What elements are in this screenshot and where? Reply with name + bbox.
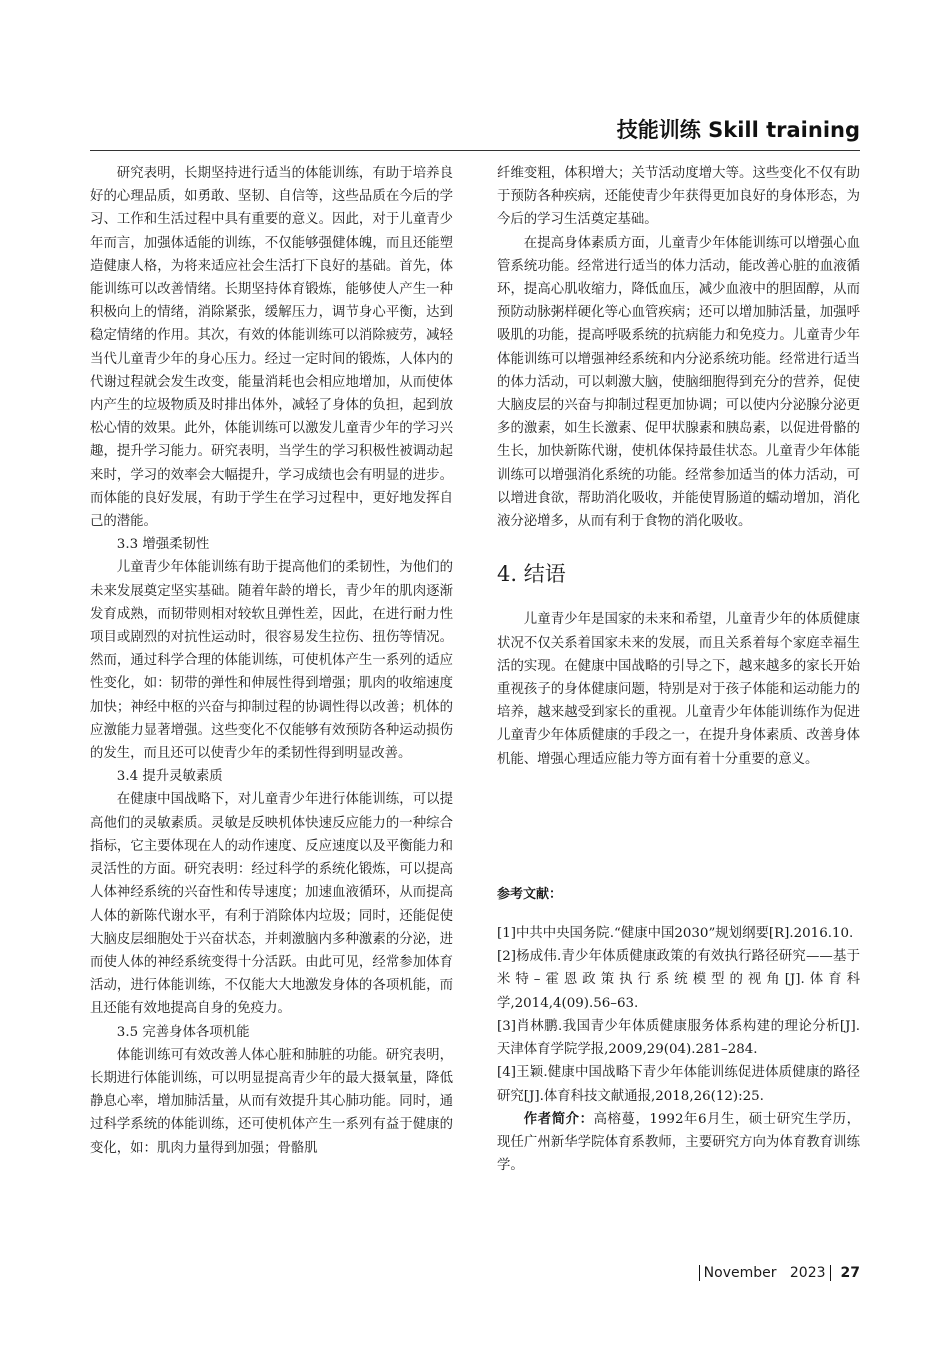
references-title: 参考文献： xyxy=(497,886,563,902)
page-header-title: 技能训练 Skill training xyxy=(616,118,860,142)
references-list xyxy=(497,922,860,1108)
section-heading-conclusion: 4. 结语 xyxy=(497,562,566,587)
paragraph: 研究表明，长期坚持进行适当的体能训练，有助于培养良好的心理品质，如勇敢、坚韧、自信等，这些品质在今后的学习、工作和生活过程中具有重要的意义。因此，对于儿童青少年而言，加强体适能的训练，不仅能够强健体魄，而且还能塑造健康人格，为将来适应社会生活打下良好的基础。首先，体能训练可以改善情绪。长期坚持体育锻炼，能够使人产生一种积极向上的情绪，消除紧张，缓解压力，调节身心平衡，达到稳定情绪的作用。其次，有效的体能训练可以消除疲劳，减轻当代儿童青少年的身心压力。经过一定时间的锻炼，人体内的代谢过程就会发生改变，能量消耗也会相应地增加，从而使体内产生的垃圾物质及时排出体外，减轻了身体的负担，起到放松心情的效果。此外，体能训练可以激发儿童青少年的学习兴趣，提升学习能力。研究表明，当学生的学习积极性被调动起来时，学习的效率会大幅提升，学习成绩也会有明显的进步。而体能的良好发展，有助于学生在学习过程中，更好地发挥自己的潜能。 xyxy=(90,166,453,530)
paragraph: 在提高身体素质方面，儿童青少年体能训练可以增强心血管系统功能。经常进行适当的体力活动，能改善心脏的血液循环，提高心肌收缩力，降低血压，减少血液中的胆固醇，从而预防动脉粥样硬化等心血管疾病；还可以增加肺活量，加强呼吸肌的功能，提高呼吸系统的抗病能力和免疫力。儿童青少年体能训练可以增强神经系统和内分泌系统功能。经常进行适当的体力活动，可以刺激大脑，使脑细胞得到充分的营养，促使大脑皮层的兴奋与抑制过程更加协调；可以使内分泌腺分泌更多的激素，如生长激素、促甲状腺素和胰岛素，以促进骨骼的生长，加快新陈代谢，使机体保持最佳状态。儿童青少年体能训练可以增强消化系统的功能。经常参加适当的体力活动，可以增进食欲，帮助消化吸收，并能使胃肠道的蠕动增加，消化液分泌增多，从而有利于食物的消化吸收。 xyxy=(497,235,860,530)
section-heading-3-4: 3.4 提升灵敏素质 xyxy=(116,769,223,785)
paragraph: 儿童青少年是国家的未来和希望，儿童青少年的体质健康状况不仅关系着国家未来的发展，而且关系着每个家庭幸福生活的实现。在健康中国战略的引导之下，越来越多的家长开始重视孩子的身体健康问题，特别是对于孩子体能和运动能力的培养，越来越受到家长的重视。儿童青少年体能训练作为促进儿童青少年体质健康的手段之一，在提升身体素质、改善身体机能、增强心理适应能力等方面有着十分重要的意义。 xyxy=(497,612,860,767)
left-column xyxy=(90,162,453,1160)
footer-month: November xyxy=(703,1265,777,1281)
reference-item: [3]肖林鹏.我国青少年体质健康服务体系构建的理论分析[J].天津体育学院学报,2009,29(04).281–284. xyxy=(497,1018,860,1058)
paragraph: 在健康中国战略下，对儿童青少年进行体能训练，可以提高他们的灵敏素质。灵敏是反映机体快速反应能力的一种综合指标，它主要体现在人的动作速度、反应速度以及平衡能力和灵活性的方面。研究表明：经过科学的系统化锻炼，可以提高人体神经系统的兴奋性和传导速度；加速血液循环，从而提高人体的新陈代谢水平，有利于消除体内垃圾；同时，还能促使大脑皮层细胞处于兴奋状态，并刺激脑内多种激素的分泌，进而使人体的神经系统变得十分活跃。由此可见，经常参加体育活动，进行体能训练，不仅能大大地激发身体的各项机能，而且还能有效地提高自身的免疫力。 xyxy=(90,792,453,1017)
paragraph: 纤维变粗，体积增大；关节活动度增大等。这些变化不仅有助于预防各种疾病，还能使青少年获得更加良好的身体形态，为今后的学习生活奠定基础。 xyxy=(497,166,860,228)
footer-bar xyxy=(830,1265,831,1281)
page-number: 27 xyxy=(840,1265,860,1281)
footer-bar xyxy=(699,1265,700,1281)
author-label: 作者简介： xyxy=(523,1110,594,1127)
author-text: 高榕蔓，1992年6月生，硕士研究生学历，现任广州新华学院体育系教师，主要研究方向为体育教育训练学。 xyxy=(497,1111,860,1174)
paragraph: 儿童青少年体能训练有助于提高他们的柔韧性，为他们的未来发展奠定坚实基础。随着年龄的增长，青少年的肌肉逐渐发育成熟，而韧带则相对较软且弹性差，因此，在进行耐力性项目或剧烈的对抗性运动时，很容易发生拉伤、扭伤等情况。然而，通过科学合理的体能训练，可使机体产生一系列的适应性变化，如：韧带的弹性和伸展性得到增强；肌肉的收缩速度加快；神经中枢的兴奋与抑制过程的协调性得以改善；机体的应激能力显著增强。这些变化不仅能够有效预防各种运动损伤的发生，而且还可以使青少年的柔韧性得到明显改善。 xyxy=(90,560,453,762)
reference-item: [1]中共中央国务院.“健康中国2030”规划纲要[R].2016.10. xyxy=(497,926,854,942)
section-heading-3-3: 3.3 增强柔韧性 xyxy=(116,537,210,553)
author-bio xyxy=(497,1108,860,1178)
paragraph: 体能训练可有效改善人体心脏和肺脏的功能。研究表明，长期进行体能训练，可以明显提高青少年的最大摄氧量，降低静息心率，增加肺活量，从而有效提升其心肺功能。同时，通过科学系统的体能训练，还可使机体产生一系列有益于健康的变化，如：肌肉力量得到加强；骨骼肌 xyxy=(90,1047,453,1156)
page-footer xyxy=(695,1265,860,1281)
header-divider xyxy=(90,150,860,151)
footer-year: 2023 xyxy=(789,1265,826,1281)
right-column xyxy=(497,162,860,1177)
reference-item: [4]王颖.健康中国战略下青少年体能训练促进体质健康的路径研究[J].体育科技文献通报,2018,26(12):25. xyxy=(497,1065,860,1104)
reference-item: [2]杨成伟.青少年体质健康政策的有效执行路径研究——基于米特–霍恩政策执行系统模型的视角[J].体育科学,2014,4(09).56–63. xyxy=(497,949,860,1011)
section-heading-3-5: 3.5 完善身体各项机能 xyxy=(116,1024,250,1040)
